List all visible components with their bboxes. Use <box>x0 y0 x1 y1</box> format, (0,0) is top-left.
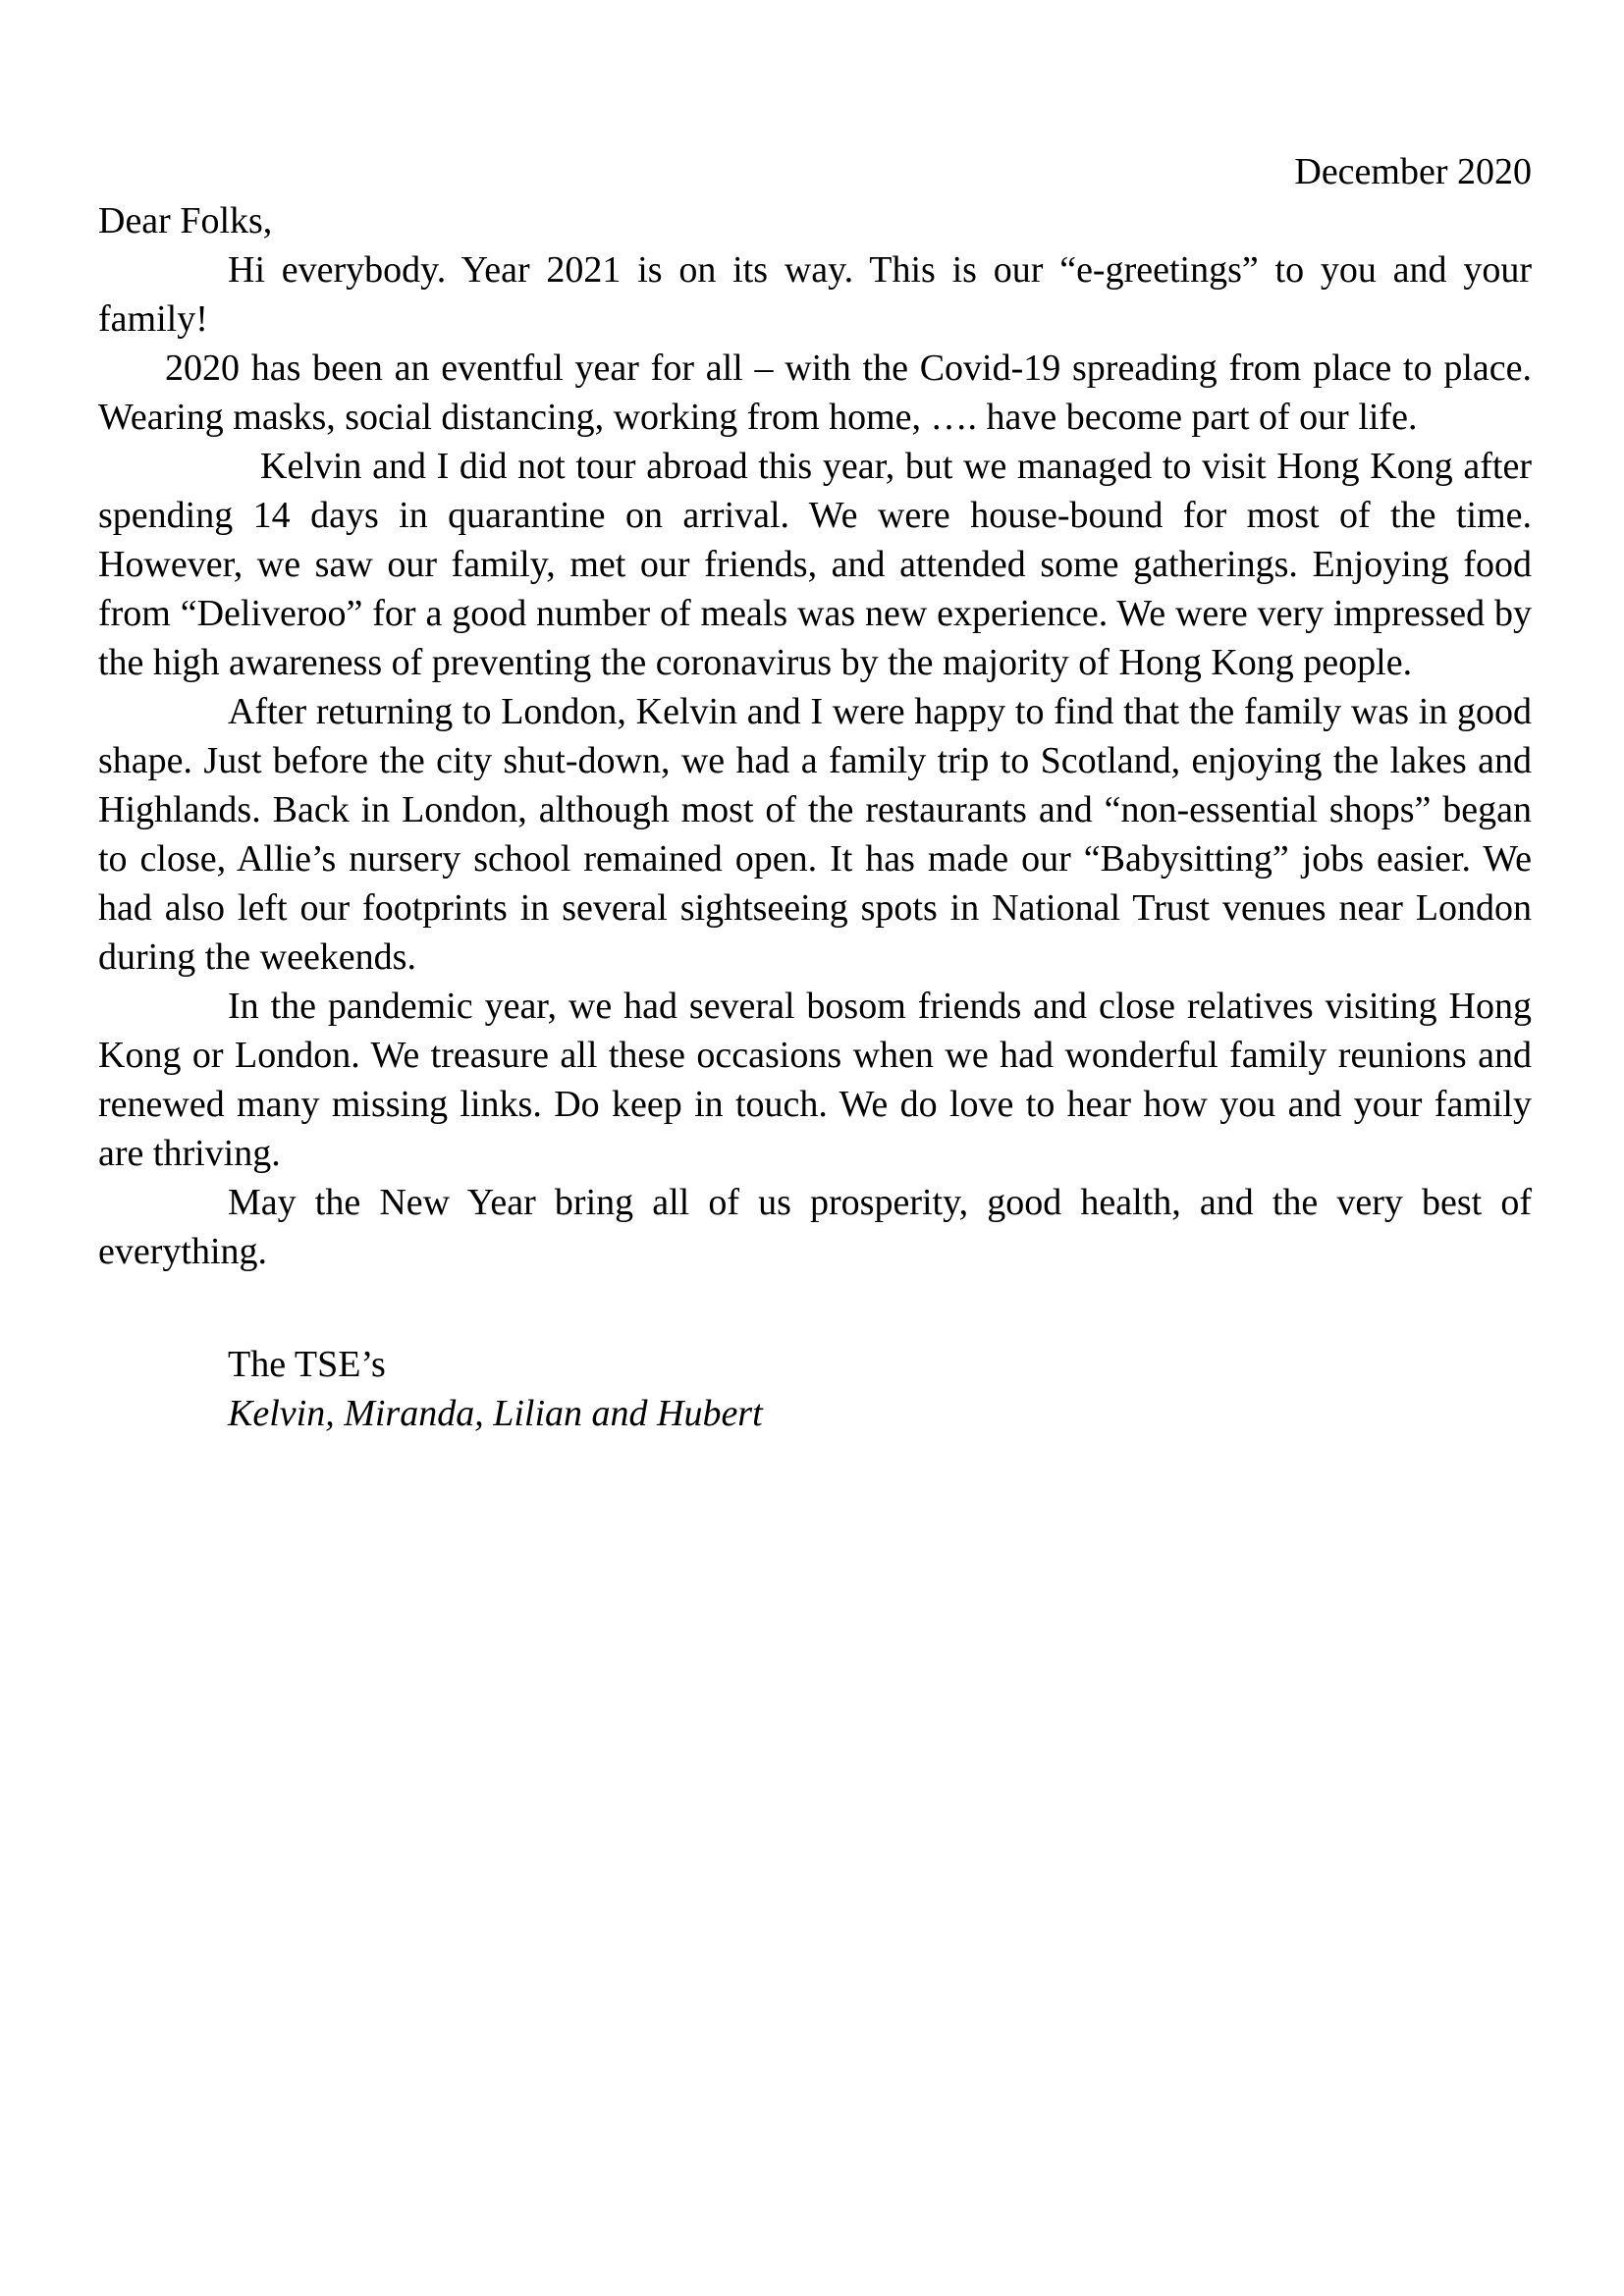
paragraph-hong-kong-visit: Kelvin and I did not tour abroad this year, but we managed to visit Hong Kong after spending 14 days in quarantine on arrival. We were house-bound for most of the time. However, we saw our family, met our friends, and attended some gatherings. Enjoying food from “Deliveroo” for a good number of meals was new experience. We were very impressed by the high awareness of preventing the coronavirus by the majority of Hong Kong people. <box>98 446 1532 683</box>
closing-block <box>228 1340 1532 1438</box>
paragraph-2020-overview: 2020 has been an eventful year for all – with the Covid-19 spreading from place to place. Wearing masks, social distancing, working from home, …. have become part of our life. <box>98 347 1532 438</box>
letter-date: December 2020 <box>1294 151 1532 192</box>
paragraph-new-year-wishes: May the New Year bring all of us prosperity, good health, and the very best of everything. <box>98 1182 1532 1272</box>
paragraph-greeting: Hi everybody. Year 2021 is on its way. This is our “e-greetings” to you and your family! <box>98 249 1532 340</box>
salutation: Dear Folks, <box>98 200 273 241</box>
paragraph-london-family: After returning to London, Kelvin and I were happy to find that the family was in good shape. Just before the city shut-down, we had a family trip to Scotland, enjoying the lakes and Highlands. Back in London, although most of the restaurants and “non-essential shops” began to close, Allie’s nursery school remained open. It has made our “Babysitting” jobs easier. We had also left our footprints in several sightseeing spots in National Trust venues near London during the weekends. <box>98 691 1532 978</box>
signoff: The TSE’s <box>228 1344 386 1385</box>
signatories: Kelvin, Miranda, Lilian and Hubert <box>228 1393 763 1434</box>
paragraph-friends-reunions: In the pandemic year, we had several bosom friends and close relatives visiting Hong Kong or London. We treasure all these occasions when we had wonderful family reunions and renewed many missing links. Do keep in touch. We do love to hear how you and your family are thriving. <box>98 986 1532 1174</box>
